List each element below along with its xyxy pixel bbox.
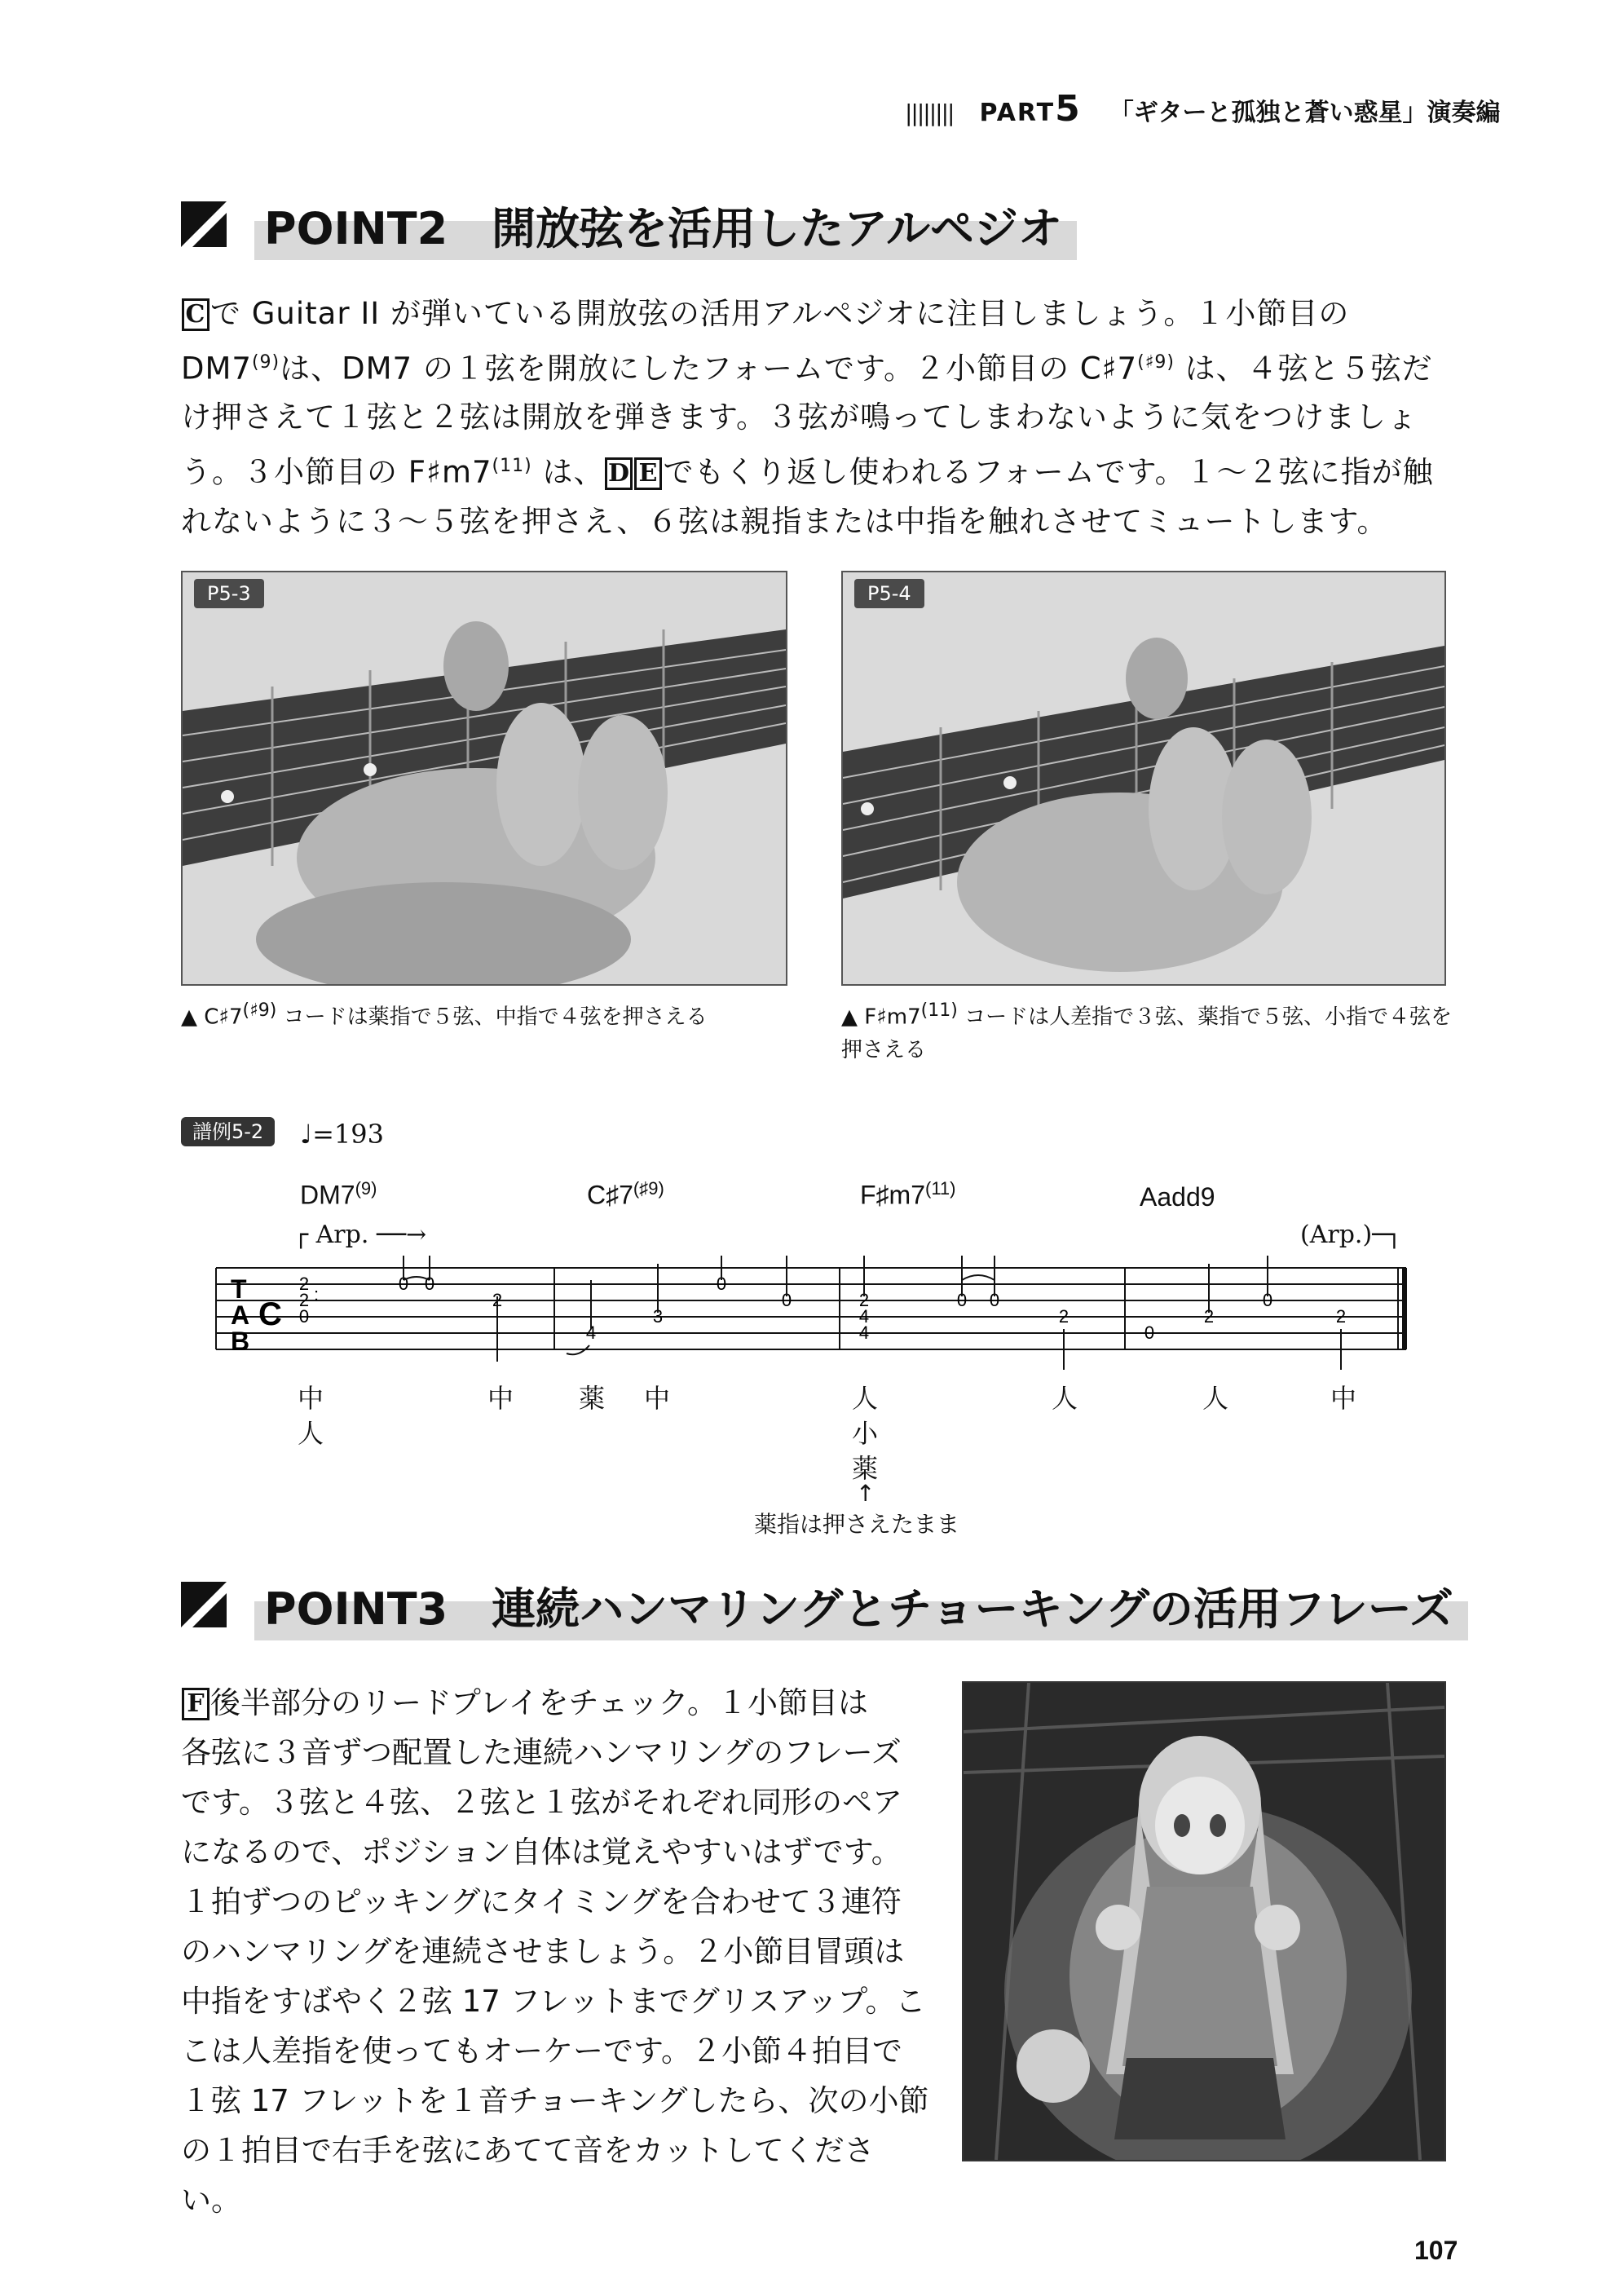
point3-line-10: の１拍目で右手を弦にあてて音をカットしてください。 [181,2133,875,2218]
chord-3-name: F♯m7 [860,1180,925,1210]
caption-1-sup: (♯9) [242,1000,277,1021]
svg-text:0: 0 [298,1306,310,1327]
point3-line-5: １拍ずつのピッキングにタイミングを合わせて３連符 [181,1884,902,1919]
guitar-hand-image [843,572,1444,984]
finger-10: 人 [1202,1383,1229,1414]
arp-end-label: (Arp.) [1300,1221,1373,1249]
section-box-c: C [182,298,209,331]
point3-line-4: になるので、ポジション自体は覚えやすいはずです。 [181,1835,902,1870]
finger-3: 中 [487,1383,514,1414]
point3-line-9: １弦 17 フレットを１音チョーキングしたら、次の小節 [181,2083,929,2118]
photo-caption-1 [181,995,800,1034]
header-bars: |||||||| [905,99,954,126]
hold-arrow: ↑ [856,1480,875,1507]
point3-line-1 [181,1678,931,1728]
finger-4: 薬 [579,1383,606,1414]
photo-p5-4 [841,571,1446,986]
page-number: 107 [1414,2236,1458,2265]
chord-2-ext: (♯9) [633,1178,664,1199]
point2-text-3: は、４弦と５弦だけ押さえて１弦と２弦は開放を弾きます。３弦が鳴ってしまわないように気をつけましょう。３小節目の F♯m7 [181,351,1433,490]
caption-1-text: コードは薬指で５弦、中指で４弦を押さえる [276,1004,708,1030]
point2-text-4: は、 [531,454,605,490]
character-illustration [964,1683,1444,2160]
arp-end: (Arp.)─┐ [1300,1221,1402,1249]
point2-sup-3: (11) [492,456,532,477]
photo-caption-2 [841,995,1461,1066]
point2-sup-1: (9) [251,352,280,373]
svg-text:2: 2 [492,1290,503,1310]
svg-text:0: 0 [956,1290,968,1310]
point2-text-1: で Guitar II が弾いている開放弦の活用アルペジオに注目しましょう。１小節目の DM7 [181,296,1350,386]
header-part-label: PART [979,99,1056,127]
arp-start-label: Arp. [315,1221,369,1249]
finger-1: 中 [298,1383,324,1414]
svg-text:0: 0 [716,1274,727,1294]
svg-text:4: 4 [585,1322,597,1343]
svg-text:0: 0 [424,1274,435,1294]
svg-text:2: 2 [298,1290,310,1310]
section-box-d: D [605,457,633,490]
tab-letter-t: T [231,1274,247,1304]
svg-text:4: 4 [858,1306,870,1327]
svg-text:2: 2 [298,1274,310,1294]
chord-1-ext: (9) [355,1178,377,1199]
point2-text-5: でもくり返し使われるフォームです。１～２弦に指が触れないように３～５弦を押さえ、６弦は親指または中指を触れさせてミュートします。 [181,454,1434,539]
photo-tag-p5-4: P5-4 [854,579,924,608]
anime-still-image [962,1681,1446,2161]
point3-line-1-text: 後半部分のリードプレイをチェック。１小節目は [210,1685,868,1720]
chord-4-name: Aadd9 [1140,1182,1215,1212]
caption-1-chord: ▲ C♯7 [181,1004,243,1030]
finger-8: 薬 [852,1453,879,1484]
caption-2-sup: (11) [920,1000,958,1021]
point2-title: POINT2 開放弦を活用したアルペジオ [254,189,1077,260]
point3-line-8: こは人差指を使ってもオーケーです。２小節４拍目で [181,2033,903,2069]
header-part-number: 5 [1055,88,1080,130]
chord-1 [300,1178,377,1211]
score-tag-wrap [181,1115,275,1144]
svg-text:0: 0 [989,1290,1000,1310]
chord-3-ext: (11) [925,1178,956,1199]
svg-text:0: 0 [781,1290,792,1310]
tab-letter-a: A [231,1300,250,1330]
chord-2 [587,1178,664,1211]
point3-heading [181,1564,1468,1645]
photo-p5-3 [181,571,787,986]
score-tag: 譜例5-2 [181,1117,275,1146]
point3-line-3: です。３弦と４弦、２弦と１弦がそれぞれ同形のペア [181,1785,903,1820]
point3-line-2: 各弦に３音ずつ配置した連続ハンマリングのフレーズ [181,1735,902,1770]
svg-text:2: 2 [1335,1306,1347,1327]
svg-text:0: 0 [1144,1322,1155,1343]
heading-marker-icon [181,201,227,247]
arp-start: ┌ Arp. ──→ [293,1221,427,1249]
point2-heading [181,183,1077,265]
svg-text:4: 4 [858,1322,870,1343]
chord-1-name: DM7 [300,1180,355,1210]
caption-2-text: コードは人差指で３弦、薬指で５弦、小指で４弦を押さえる [841,1004,1453,1062]
svg-text:3: 3 [652,1306,664,1327]
svg-text:0: 0 [1262,1290,1273,1310]
chord-4 [1140,1182,1215,1212]
point2-text-2: は、DM7 の１弦を開放にしたフォームです。２小節目の C♯7 [280,351,1138,386]
svg-text:2: 2 [1058,1306,1070,1327]
running-header [905,88,1524,129]
guitar-hand-image [183,572,786,984]
section-box-e: E [634,457,662,490]
finger-5: 中 [644,1383,671,1414]
finger-11: 中 [1330,1383,1357,1414]
point2-sup-2: (♯9) [1137,352,1175,373]
finger-7: 小 [852,1418,879,1449]
section-box-f: F [182,1688,209,1720]
svg-text:2: 2 [858,1290,870,1310]
point3-body [181,1678,931,2225]
point2-body [181,289,1453,546]
tab-staff [208,1256,1447,1370]
header-title: 「ギターと孤独と蒼い惑星」演奏編 [1109,99,1501,127]
chord-2-name: C♯7 [587,1180,633,1210]
caption-2-chord: ▲ F♯m7 [841,1004,921,1030]
photo-tag-p5-3: P5-3 [194,579,264,608]
heading-marker-icon [181,1582,227,1627]
point3-title: POINT3 連続ハンマリングとチョーキングの活用フレーズ [254,1570,1468,1640]
svg-text:2: 2 [1203,1306,1215,1327]
time-signature: C [258,1296,282,1332]
finger-6: 人 [852,1383,879,1414]
svg-text:0: 0 [398,1274,409,1294]
hold-note: 薬指は押さえたまま [754,1511,960,1538]
finger-2: 人 [298,1418,324,1449]
chord-3 [860,1178,956,1211]
tempo-mark: ♩=193 [300,1119,384,1150]
finger-9: 人 [1052,1383,1078,1414]
svg-text::: : [313,1284,320,1305]
tab-letter-b: B [231,1327,250,1356]
point3-line-6: のハンマリングを連続させましょう。２小節目冒頭は [181,1934,905,1969]
point3-line-7: 中指をすばやく２弦 17 フレットまでグリスアップ。こ [181,1984,926,2019]
